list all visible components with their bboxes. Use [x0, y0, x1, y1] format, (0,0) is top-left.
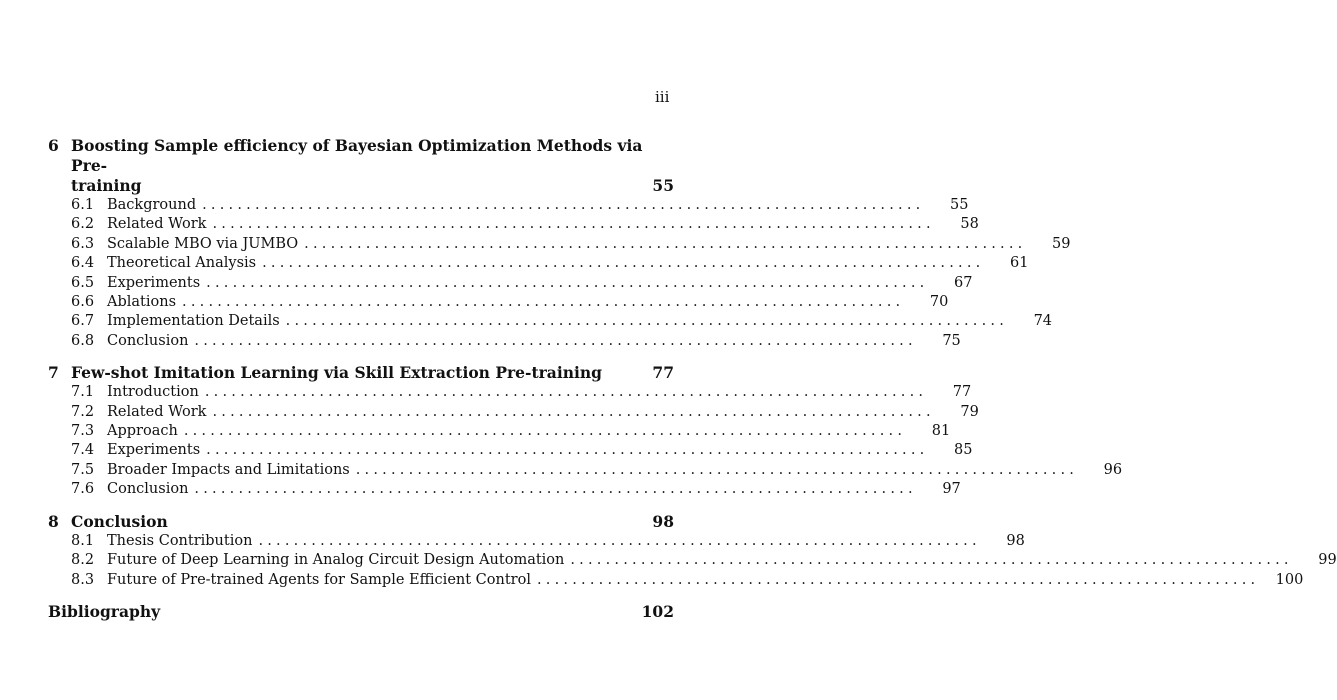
toc-entry[interactable]: [71, 254, 1029, 273]
toc-entry[interactable]: [71, 215, 979, 234]
section-page: 85: [954, 442, 973, 459]
section-page: 97: [942, 481, 961, 498]
section-page: 81: [931, 423, 951, 440]
chapter-number: 8: [48, 511, 59, 531]
section-number: 8.3: [71, 571, 95, 588]
chapter-page: 77: [652, 363, 674, 383]
toc-entry[interactable]: [71, 532, 1025, 551]
section-title: Conclusion: [107, 332, 189, 349]
chapter-heading[interactable]: [48, 512, 674, 532]
section-page: 61: [1010, 255, 1029, 272]
toc-entry[interactable]: [71, 480, 961, 499]
section-number: 7.1: [71, 384, 95, 401]
section-title: Broader Impacts and Limitations: [107, 461, 350, 478]
section-page: 96: [1103, 461, 1123, 478]
toc-entry[interactable]: [71, 293, 949, 312]
section-number: 6.5: [71, 274, 95, 291]
section-title: Thesis Contribution: [107, 532, 253, 549]
section-page: 59: [1052, 235, 1071, 252]
dot-leader: ..................................................................................: [194, 332, 917, 349]
dot-leader: ..................................................................................: [304, 235, 1027, 252]
dot-leader: ..................................................................................: [212, 216, 935, 233]
toc-entry[interactable]: [71, 403, 979, 422]
section-title: Future of Deep Learning in Analog Circuit Design Automation: [107, 552, 565, 569]
section-title: Related Work: [107, 403, 207, 420]
toc-entry[interactable]: [71, 196, 969, 215]
dot-leader: ..................................................................................: [204, 384, 928, 401]
section-page: 75: [942, 332, 961, 349]
section-page: 98: [1006, 532, 1025, 549]
chapter-heading[interactable]: [48, 363, 674, 383]
section-title: Implementation Details: [107, 313, 280, 330]
section-number: 6.7: [71, 313, 95, 330]
toc-entry[interactable]: [71, 274, 973, 293]
section-number: 7.5: [71, 461, 95, 478]
section-title: Scalable MBO via JUMBO: [107, 235, 299, 252]
section-page: 70: [929, 294, 949, 311]
chapter-title-continued: training: [71, 176, 142, 195]
section-page: 99: [1318, 552, 1337, 569]
section-number: 7.6: [71, 481, 95, 498]
dot-leader: ..................................................................................: [285, 313, 1009, 330]
dot-leader: ..................................................................................: [206, 274, 929, 291]
section-number: 8.1: [71, 532, 95, 549]
section-page: 100: [1275, 571, 1304, 588]
dot-leader: ..................................................................................: [355, 461, 1079, 478]
chapter-title: Conclusion: [71, 511, 168, 531]
section-title: Conclusion: [107, 481, 189, 498]
toc-entry[interactable]: [71, 422, 951, 441]
toc-entry[interactable]: [71, 551, 1337, 570]
dot-leader: ..................................................................................: [536, 571, 1260, 588]
dot-leader: ..................................................................................: [258, 532, 981, 549]
section-number: 7.2: [71, 403, 95, 420]
table-of-contents: [48, 136, 1337, 622]
section-title: Approach: [107, 423, 178, 440]
section-number: 6.6: [71, 294, 95, 311]
section-page: 74: [1033, 313, 1053, 330]
bibliography-title: Bibliography: [48, 601, 161, 621]
section-number: 6.3: [71, 235, 95, 252]
section-title: Related Work: [107, 216, 207, 233]
chapter-number: 7: [48, 363, 59, 383]
dot-leader: ..................................................................................: [212, 403, 935, 420]
toc-chapter-8: [48, 511, 1337, 590]
dot-leader: ..................................................................................: [570, 552, 1293, 569]
section-number: 7.3: [71, 423, 95, 440]
section-title: Ablations: [107, 294, 177, 311]
dot-leader: ..................................................................................: [194, 481, 917, 498]
bibliography-page: 102: [641, 601, 674, 621]
dot-leader: ..................................................................................: [262, 255, 985, 272]
section-page: 58: [960, 216, 979, 233]
section-title: Background: [107, 197, 197, 213]
section-title: Future of Pre-trained Agents for Sample Efficient Control: [107, 571, 531, 588]
section-title: Theoretical Analysis: [107, 255, 257, 272]
dot-leader: ..................................................................................: [182, 294, 905, 311]
toc-entry[interactable]: [71, 312, 1053, 331]
section-number: 6.4: [71, 255, 95, 272]
dot-leader: ..................................................................................: [206, 442, 929, 459]
section-page: 67: [954, 274, 973, 291]
section-page: 79: [960, 403, 979, 420]
section-number: 6.1: [71, 197, 95, 213]
chapter-page: 98: [652, 511, 674, 531]
chapter-page: 55: [652, 176, 674, 195]
section-title: Introduction: [107, 384, 199, 401]
dot-leader: ..................................................................................: [202, 197, 925, 213]
page-number: iii: [655, 88, 670, 106]
toc-entry[interactable]: [71, 383, 972, 402]
chapter-number: 6: [48, 136, 59, 155]
section-number: 8.2: [71, 552, 95, 569]
section-number: 6.2: [71, 216, 95, 233]
toc-entry[interactable]: [71, 461, 1123, 480]
dot-leader: ..................................................................................: [183, 423, 907, 440]
section-page: 77: [952, 384, 972, 401]
chapter-heading[interactable]: [48, 136, 674, 196]
toc-bibliography[interactable]: [48, 602, 674, 622]
chapter-title: Boosting Sample efficiency of Bayesian Optimization Methods via Pre-: [71, 136, 643, 175]
section-number: 6.8: [71, 332, 95, 349]
section-title: Experiments: [107, 442, 201, 459]
toc-entry[interactable]: [71, 571, 1304, 590]
toc-entry[interactable]: [71, 235, 1071, 254]
section-title: Experiments: [107, 274, 201, 291]
toc-chapter-7: [48, 363, 1123, 499]
toc-chapter-6: [48, 136, 1071, 351]
toc-entry[interactable]: [71, 441, 973, 460]
section-page: 55: [950, 197, 969, 213]
chapter-title: Few-shot Imitation Learning via Skill Extraction Pre-training: [71, 363, 602, 383]
section-number: 7.4: [71, 442, 95, 459]
toc-entry[interactable]: [71, 332, 961, 351]
